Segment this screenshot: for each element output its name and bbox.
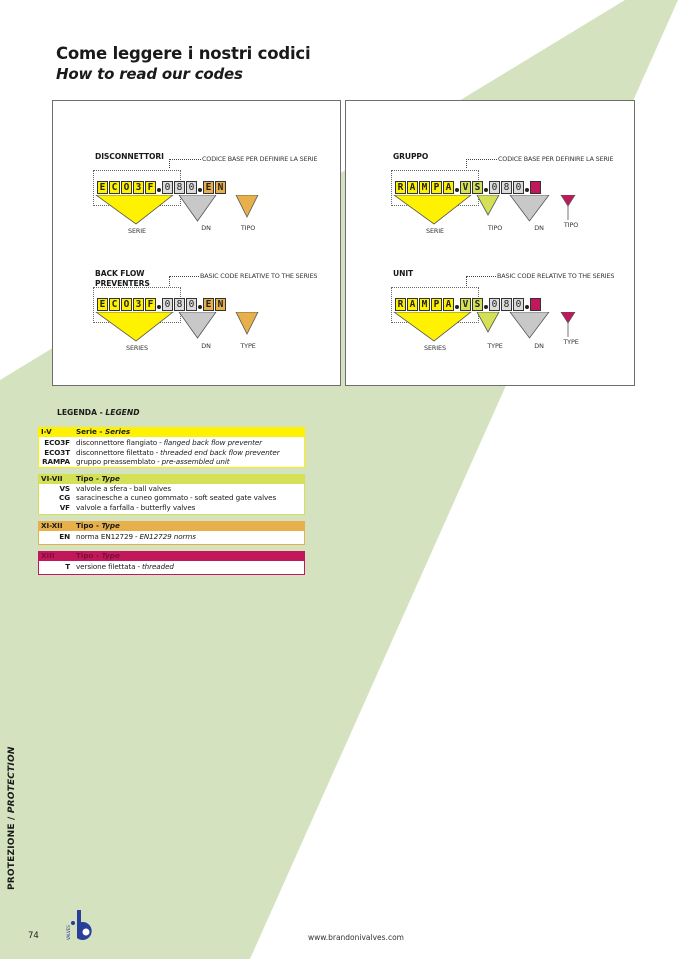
code-sequence xyxy=(97,297,227,312)
note-leader xyxy=(169,159,170,168)
legend-group-box xyxy=(38,531,305,545)
heading-it: Tipo - xyxy=(76,474,102,483)
legend-desc: disconnettore filettato - threaded end back flow preventer xyxy=(76,448,280,457)
code-char: C xyxy=(109,298,120,311)
code-char: 0 xyxy=(186,181,197,194)
caption-series: SERIE xyxy=(426,227,444,235)
legend-heading xyxy=(76,551,120,561)
page-title: Come leggere i nostri codici xyxy=(56,44,311,63)
desc-it: saracinesche a cuneo gommato xyxy=(76,493,189,502)
caption-dn: DN xyxy=(534,342,544,350)
legend-code: RAMPA xyxy=(42,457,70,466)
heading-en: Type xyxy=(101,551,120,560)
section-title-backflow xyxy=(95,269,150,288)
page-number: 74 xyxy=(28,931,39,941)
desc-it: disconnettore flangiato xyxy=(76,438,158,447)
legend-roman: XI-XII xyxy=(41,521,63,530)
code-char: 0 xyxy=(489,181,500,194)
legend-title xyxy=(57,408,140,417)
code-char: A xyxy=(443,298,454,311)
code-sequence xyxy=(97,180,227,195)
code-char: A xyxy=(443,181,454,194)
legend-group-header xyxy=(38,474,305,484)
section-side-label xyxy=(7,746,17,890)
code-char: 0 xyxy=(162,298,173,311)
code-char: 0 xyxy=(513,181,524,194)
separator-dot xyxy=(157,188,161,192)
code-char: 8 xyxy=(501,298,512,311)
note-leader xyxy=(466,159,467,168)
code-char: R xyxy=(395,298,406,311)
legend-group-box xyxy=(38,561,305,575)
separator-dot xyxy=(525,188,529,192)
legend-code: EN xyxy=(59,532,70,541)
desc-it: versione filettata xyxy=(76,562,136,571)
base-code-note: CODICE BASE PER DEFINIRE LA SERIE xyxy=(202,155,318,163)
heading-it: Serie - xyxy=(76,427,105,436)
legend-heading xyxy=(76,427,130,437)
caption-dn: DN xyxy=(201,224,211,232)
legend-title-en: LEGEND xyxy=(105,408,140,417)
code-char: 3 xyxy=(133,298,144,311)
legend-desc: disconnettore flangiato - flanged back flow preventer xyxy=(76,438,263,447)
separator-dot xyxy=(525,305,529,309)
code-char: V xyxy=(460,181,471,194)
side-label-it: PROTEZIONE / xyxy=(7,813,17,890)
caption-series: SERIES xyxy=(424,344,446,352)
note-leader xyxy=(169,159,201,160)
pointer-triangles xyxy=(93,312,293,352)
code-char: P xyxy=(431,298,442,311)
caption-type: TYPE xyxy=(487,342,503,350)
code-char: 0 xyxy=(186,298,197,311)
legend-code: CG xyxy=(59,493,70,502)
legend-group-header xyxy=(38,521,305,531)
code-char: - xyxy=(530,181,541,194)
legend-roman: VI-VII xyxy=(41,474,63,483)
title-line: BACK FLOW xyxy=(95,269,145,278)
desc-it: valvole a sfera xyxy=(76,484,128,493)
legend-code: T xyxy=(65,562,70,571)
desc-en: threaded xyxy=(141,562,174,571)
code-sequence xyxy=(395,180,542,195)
code-char: F xyxy=(145,298,156,311)
legend-desc: versione filettata - threaded xyxy=(76,562,174,571)
separator-dot xyxy=(455,305,459,309)
code-char: A xyxy=(407,298,418,311)
desc-en: butterfly valves xyxy=(140,503,196,512)
code-char: 0 xyxy=(489,298,500,311)
code-char: E xyxy=(97,298,108,311)
title-line: PREVENTERS xyxy=(95,278,150,288)
base-code-note: BASIC CODE RELATIVE TO THE SERIES xyxy=(200,272,318,280)
caption-type: TYPE xyxy=(563,338,579,346)
code-char: O xyxy=(121,298,132,311)
section-title-unit: UNIT xyxy=(393,269,414,278)
pointer-triangles xyxy=(93,195,293,235)
legend-group-box xyxy=(38,437,305,468)
base-code-note: CODICE BASE PER DEFINIRE LA SERIE xyxy=(498,155,614,163)
legend-group-header xyxy=(38,551,305,561)
legend-desc: gruppo preassemblato - pre-assembled unit xyxy=(76,457,230,466)
caption-type: TIPO xyxy=(240,224,256,232)
legend-code: ECO3T xyxy=(44,448,70,457)
legend-desc: norma EN12729 - EN12729 norms xyxy=(76,532,196,541)
code-sequence xyxy=(395,297,542,312)
note-leader xyxy=(169,276,170,286)
desc-it: norma EN12729 xyxy=(76,532,133,541)
separator-dot xyxy=(157,305,161,309)
code-char: 8 xyxy=(174,298,185,311)
legend-code: VS xyxy=(59,484,70,493)
code-char: S xyxy=(472,298,483,311)
legend-desc: valvole a farfalla - butterfly valves xyxy=(76,503,196,512)
code-char: A xyxy=(407,181,418,194)
code-char: 0 xyxy=(162,181,173,194)
heading-en: Series xyxy=(104,427,131,436)
code-char: O xyxy=(121,181,132,194)
desc-en: pre-assembled unit xyxy=(161,457,230,466)
side-label-en: PROTECTION xyxy=(7,746,17,814)
desc-en: ball valves xyxy=(133,484,171,493)
separator-dot xyxy=(198,188,202,192)
legend-roman: XIII xyxy=(41,551,55,560)
website-url: www.brandonivalves.com xyxy=(308,933,404,942)
code-char: N xyxy=(215,181,226,194)
desc-en: soft seated gate valves xyxy=(194,493,277,502)
note-leader xyxy=(466,276,467,286)
code-char: 8 xyxy=(501,181,512,194)
separator-dot xyxy=(484,188,488,192)
separator-dot xyxy=(484,305,488,309)
separator-dot xyxy=(455,188,459,192)
legend-desc: valvole a sfera - ball valves xyxy=(76,484,171,493)
code-char: M xyxy=(419,181,430,194)
logo-text: VALVES xyxy=(66,925,71,940)
caption-type: TIPO xyxy=(563,221,579,229)
code-char: 0 xyxy=(513,298,524,311)
separator-dot xyxy=(198,305,202,309)
code-char: 8 xyxy=(174,181,185,194)
base-code-note: BASIC CODE RELATIVE TO THE SERIES xyxy=(497,272,615,280)
caption-type: TIPO xyxy=(487,224,503,232)
code-char: - xyxy=(530,298,541,311)
page-subtitle: How to read our codes xyxy=(56,65,243,83)
code-char: V xyxy=(460,298,471,311)
desc-it: gruppo preassemblato xyxy=(76,457,156,466)
desc-it: valvole a farfalla xyxy=(76,503,135,512)
caption-type: TYPE xyxy=(240,342,256,350)
legend-heading xyxy=(76,474,120,484)
code-char: E xyxy=(203,181,214,194)
heading-it: Tipo - xyxy=(76,521,102,530)
heading-en: Type xyxy=(101,474,120,483)
code-char: C xyxy=(109,181,120,194)
brandoni-logo-icon xyxy=(66,910,96,942)
section-title-disconnettori: DISCONNETTORI xyxy=(95,152,164,161)
heading-en: Type xyxy=(101,521,120,530)
code-char: P xyxy=(431,181,442,194)
section-title-gruppo: GRUPPO xyxy=(393,152,429,161)
panel-disconnettori xyxy=(52,100,341,386)
code-char: E xyxy=(203,298,214,311)
code-char: F xyxy=(145,181,156,194)
desc-en: EN12729 norms xyxy=(139,532,196,541)
code-char: R xyxy=(395,181,406,194)
caption-dn: DN xyxy=(201,342,211,350)
code-char: 3 xyxy=(133,181,144,194)
legend-code: VF xyxy=(59,503,70,512)
legend-desc: saracinesche a cuneo gommato - soft seated gate valves xyxy=(76,493,277,502)
legend-title-it: LEGENDA - xyxy=(57,408,106,417)
panel-gruppo xyxy=(345,100,635,386)
desc-en: threaded end back flow preventer xyxy=(160,448,280,457)
note-leader xyxy=(169,276,199,277)
legend-roman: I-V xyxy=(41,427,52,436)
legend-group-box xyxy=(38,484,305,515)
desc-en: flanged back flow preventer xyxy=(163,438,263,447)
note-leader xyxy=(466,276,496,277)
code-char: M xyxy=(419,298,430,311)
code-char: E xyxy=(97,181,108,194)
legend-code: ECO3F xyxy=(44,438,70,447)
caption-dn: DN xyxy=(534,224,544,232)
code-char: N xyxy=(215,298,226,311)
note-leader xyxy=(466,159,497,160)
desc-it: disconnettore filettato xyxy=(76,448,154,457)
code-char: S xyxy=(472,181,483,194)
caption-series: SERIE xyxy=(128,227,146,235)
caption-series: SERIES xyxy=(126,344,148,352)
legend-heading xyxy=(76,521,120,531)
legend-group-header xyxy=(38,427,305,437)
heading-it: Tipo - xyxy=(76,551,102,560)
